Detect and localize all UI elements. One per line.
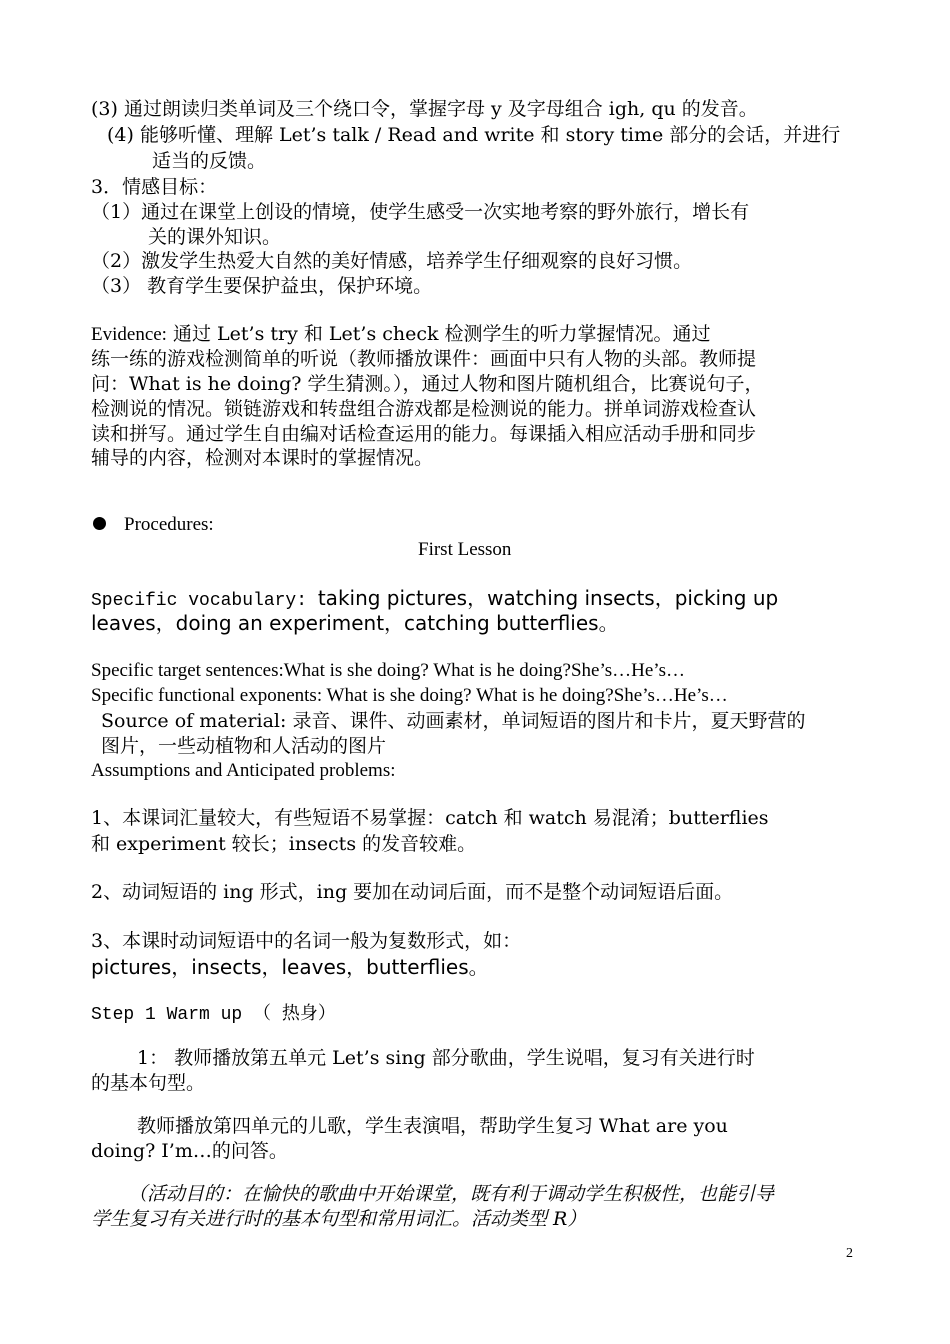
evidence-line-1-text: 通过 Let’s try 和 Let’s check 检测学生的听力掌握情况。通过	[166, 323, 711, 345]
step-1-activity-2-line2: doing? I’m…的问答。	[91, 1140, 288, 1162]
step-1-heading: Step 1 Warm up （ 热身）	[91, 1005, 336, 1025]
emotion-goal-1-line1: （1）通过在课堂上创设的情境，使学生感受一次实地考察的野外旅行，增长有	[91, 201, 750, 223]
evidence-label: Evidence:	[91, 324, 167, 345]
emotion-goal-3: （3） 教育学生要保护益虫，保护环境。	[91, 275, 433, 297]
emotion-goal-2: （2）激发学生热爱大自然的美好情感，培养学生仔细观察的良好习惯。	[91, 250, 693, 272]
problem-2: 2、动词短语的 ing 形式，ing 要加在动词后面，而不是整个动词短语后面。	[91, 881, 734, 903]
emotion-goals-heading: 3．情感目标：	[91, 176, 218, 198]
vocabulary-items-1: taking pictures，watching insects，picking up	[317, 586, 779, 610]
goal-item-4-line2: 适当的反馈。	[152, 150, 267, 172]
vocabulary-line-1	[91, 586, 778, 613]
vocabulary-items-2: leaves，doing an experiment，catching butterflies。	[91, 611, 619, 635]
lesson-title: First Lesson	[418, 539, 512, 560]
step-1-activity-2-line1: 教师播放第四单元的儿歌，学生表演唱，帮助学生复习 What are you	[137, 1115, 728, 1137]
procedures-heading: Procedures:	[124, 514, 214, 535]
evidence-line-6: 辅导的内容，检测对本课时的掌握情况。	[91, 447, 434, 469]
functional-exponents: Specific functional exponents: What is she doing? What is he doing?She’s…He’s…	[91, 685, 728, 706]
problem-1-line1: 1、本课词汇量较大，有些短语不易掌握：catch 和 watch 易混淆；butterflies	[91, 807, 769, 829]
vocabulary-label: Specific vocabulary:	[91, 591, 318, 611]
target-sentences: Specific target sentences:What is she doing? What is he doing?She’s…He’s…	[91, 660, 685, 681]
goal-item-3: (3) 通过朗读归类单词及三个绕口令，掌握字母 y 及字母组合 igh, qu 的发音。	[91, 98, 758, 120]
bullet-icon	[93, 517, 106, 530]
page-number: 2	[846, 1246, 853, 1261]
step-1-activity-1-line1: 1： 教师播放第五单元 Let’s sing 部分歌曲，学生说唱，复习有关进行时	[137, 1047, 755, 1069]
assumptions-heading: Assumptions and Anticipated problems:	[91, 760, 396, 781]
source-of-material-line1: Source of material: 录音、课件、动画素材，单词短语的图片和卡片，夏天野营的	[101, 710, 806, 732]
step-1-activity-1-line2: 的基本句型。	[91, 1072, 206, 1094]
problem-3-line1: 3、本课时动词短语中的名词一般为复数形式，如：	[91, 930, 522, 952]
goal-item-4-line1: (4) 能够听懂、理解 Let’s talk / Read and write 和 story time 部分的会话，并进行	[107, 124, 841, 146]
evidence-line-3: 问：What is he doing? 学生猜测。），通过人物和图片随机组合，比赛说句子，	[91, 373, 764, 395]
evidence-line-1	[91, 322, 711, 347]
emotion-goal-1-line2: 关的课外知识。	[148, 226, 282, 248]
evidence-line-4: 检测说的情况。锁链游戏和转盘组合游戏都是检测说的能力。拼单词游戏检查认	[91, 398, 757, 420]
problem-1-line2: 和 experiment 较长；insects 的发音较难。	[91, 833, 477, 855]
activity-purpose-line1: （活动目的：在愉快的歌曲中开始课堂，既有利于调动学生积极性，也能引导	[128, 1183, 775, 1205]
evidence-line-5: 读和拼写。通过学生自由编对话检查运用的能力。每课插入相应活动手册和同步	[91, 423, 757, 445]
activity-purpose-line2: 学生复习有关进行时的基本句型和常用词汇。活动类型 R）	[91, 1208, 587, 1230]
source-of-material-line2: 图片，一些动植物和人活动的图片	[101, 735, 387, 757]
evidence-line-2: 练一练的游戏检测简单的听说（教师播放课件：画面中只有人物的头部。教师提	[91, 348, 757, 370]
problem-3-line2: pictures，insects，leaves，butterflies。	[91, 955, 489, 979]
